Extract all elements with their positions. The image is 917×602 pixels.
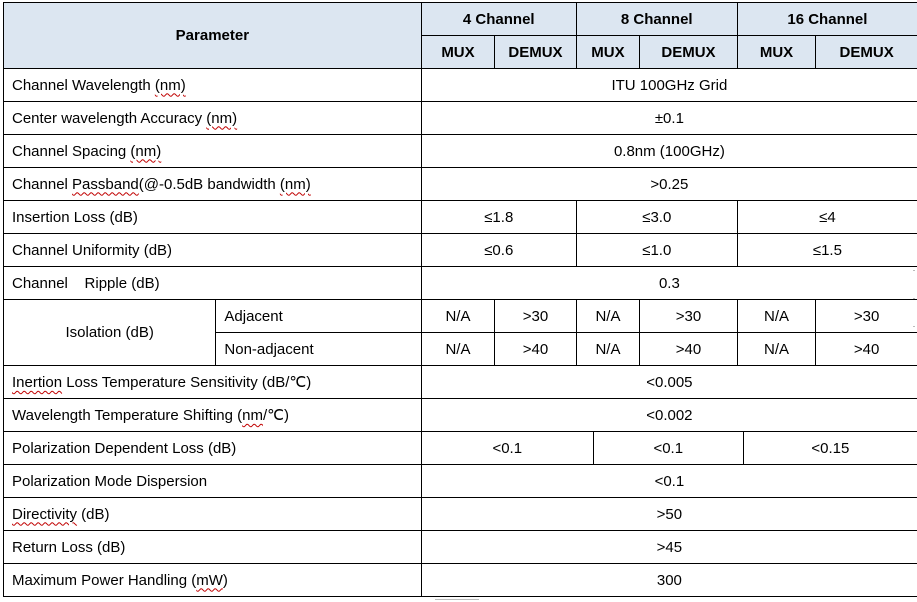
header-4ch-mux: MUX (421, 36, 494, 69)
label-wavelength-temperature-shifting (4, 399, 422, 432)
value-insertion-loss-4ch: ≤1.8 (421, 201, 576, 234)
value-nonadjacent-4ch-demux: >40 (495, 333, 577, 366)
label-text-2: (@-0.5dB bandwidth (138, 175, 280, 193)
label-unit: nm (242, 407, 263, 424)
value-nonadjacent-8ch-demux: >40 (640, 333, 738, 366)
value-il-temperature-sensitivity: <0.005 (421, 366, 917, 399)
value-nonadjacent-8ch-mux: N/A (576, 333, 639, 366)
row-channel-uniformity (4, 234, 917, 267)
label-il-temperature-sensitivity (4, 366, 422, 399)
value-pmd: <0.1 (421, 465, 917, 498)
label-channel-uniformity: Channel Uniformity (dB) (4, 234, 422, 267)
row-pmd (4, 465, 917, 498)
value-max-power-handling: 300 (421, 564, 917, 597)
value-insertion-loss-16ch: ≤4 (737, 201, 917, 234)
row-center-wavelength-accuracy (4, 102, 917, 135)
label-text: Channel (12, 175, 73, 193)
value-adjacent-4ch-demux: >30 (495, 300, 577, 333)
row-channel-ripple (4, 267, 917, 300)
value-pdl-group (421, 432, 917, 465)
row-return-loss (4, 531, 917, 564)
value-channel-passband: >0.25 (421, 168, 917, 201)
label-isolation-non-adjacent: Non-adjacent (216, 333, 421, 366)
value-wavelength-temperature-shifting: <0.002 (421, 399, 917, 432)
label-text: Channel Wavelength (12, 76, 155, 94)
value-uniformity-4ch: ≤0.6 (421, 234, 576, 267)
label-max-power-handling (4, 564, 422, 597)
value-channel-spacing: 0.8nm (100GHz) (421, 135, 917, 168)
value-uniformity-16ch: ≤1.5 (737, 234, 917, 267)
value-channel-ripple: 0.3 (421, 267, 917, 300)
label-text: Center wavelength Accuracy (12, 109, 207, 127)
value-return-loss: >45 (421, 531, 917, 564)
row-channel-passband (4, 168, 917, 201)
edge-artifact-2 (913, 298, 915, 299)
label-unit: (nm) (279, 175, 311, 193)
value-insertion-loss-8ch: ≤3.0 (576, 201, 737, 234)
value-nonadjacent-16ch-demux: >40 (816, 333, 917, 366)
label-isolation: Isolation (dB) (4, 300, 216, 366)
header-row-channels (4, 3, 917, 36)
row-directivity (4, 498, 917, 531)
label-passband-word: Passband (72, 175, 139, 193)
value-adjacent-16ch-mux: N/A (737, 300, 816, 333)
label-directivity-word: Directivity (12, 505, 78, 523)
label-text-2: /℃) (262, 407, 289, 424)
row-pdl (4, 432, 917, 465)
label-pdl: Polarization Dependent Loss (dB) (4, 432, 422, 465)
label-isolation-adjacent: Adjacent (216, 300, 421, 333)
label-channel-spacing (4, 135, 422, 168)
value-adjacent-8ch-demux: >30 (640, 300, 738, 333)
label-channel-passband (4, 168, 422, 201)
row-isolation-adjacent (4, 300, 917, 333)
row-il-temperature-sensitivity (4, 366, 917, 399)
label-center-wavelength-accuracy (4, 102, 422, 135)
label-text: Loss Temperature Sensitivity (dB/℃) (62, 374, 312, 391)
spec-table (3, 2, 917, 597)
label-text-2: ) (222, 571, 228, 589)
edge-artifact-1 (913, 270, 915, 271)
label-unit: (nm) (206, 109, 238, 127)
header-16-channel: 16 Channel (737, 3, 917, 36)
label-text: (dB) (77, 505, 110, 523)
header-4-channel: 4 Channel (421, 3, 576, 36)
header-8ch-demux: DEMUX (640, 36, 738, 69)
label-channel-ripple: Channel Ripple (dB) (4, 267, 422, 300)
label-insertion-loss: Insertion Loss (dB) (4, 201, 422, 234)
bottom-artifact (435, 599, 479, 600)
value-adjacent-8ch-mux: N/A (576, 300, 639, 333)
edge-artifact-3 (913, 326, 915, 327)
row-insertion-loss (4, 201, 917, 234)
row-wavelength-temperature-shifting (4, 399, 917, 432)
row-channel-wavelength (4, 69, 917, 102)
value-pdl-8ch: <0.1 (594, 432, 744, 464)
value-adjacent-16ch-demux: >30 (816, 300, 917, 333)
value-directivity: >50 (421, 498, 917, 531)
label-inertion-word: Inertion (12, 374, 63, 391)
header-parameter: Parameter (4, 3, 422, 69)
label-directivity (4, 498, 422, 531)
value-pdl-4ch: <0.1 (422, 432, 594, 464)
value-adjacent-4ch-mux: N/A (421, 300, 494, 333)
header-4ch-demux: DEMUX (495, 36, 577, 69)
label-text: Channel Spacing (12, 142, 131, 160)
row-max-power-handling (4, 564, 917, 597)
header-8-channel: 8 Channel (576, 3, 737, 36)
header-8ch-mux: MUX (576, 36, 639, 69)
value-nonadjacent-4ch-mux: N/A (421, 333, 494, 366)
value-center-wavelength-accuracy: ±0.1 (421, 102, 917, 135)
pdl-cells (422, 432, 917, 464)
header-16ch-mux: MUX (737, 36, 816, 69)
value-nonadjacent-16ch-mux: N/A (737, 333, 816, 366)
label-return-loss: Return Loss (dB) (4, 531, 422, 564)
value-uniformity-8ch: ≤1.0 (576, 234, 737, 267)
label-unit: (nm) (130, 142, 162, 160)
label-text: Wavelength Temperature Shifting ( (12, 407, 243, 424)
header-16ch-demux: DEMUX (816, 36, 917, 69)
row-channel-spacing (4, 135, 917, 168)
label-channel-wavelength (4, 69, 422, 102)
value-pdl-16ch: <0.15 (811, 439, 850, 457)
label-text: Maximum Power Handling ( (12, 571, 197, 589)
value-channel-wavelength: ITU 100GHz Grid (421, 69, 917, 102)
label-pmd: Polarization Mode Dispersion (4, 465, 422, 498)
label-unit: mW (196, 571, 223, 589)
label-unit: (nm) (154, 76, 186, 94)
